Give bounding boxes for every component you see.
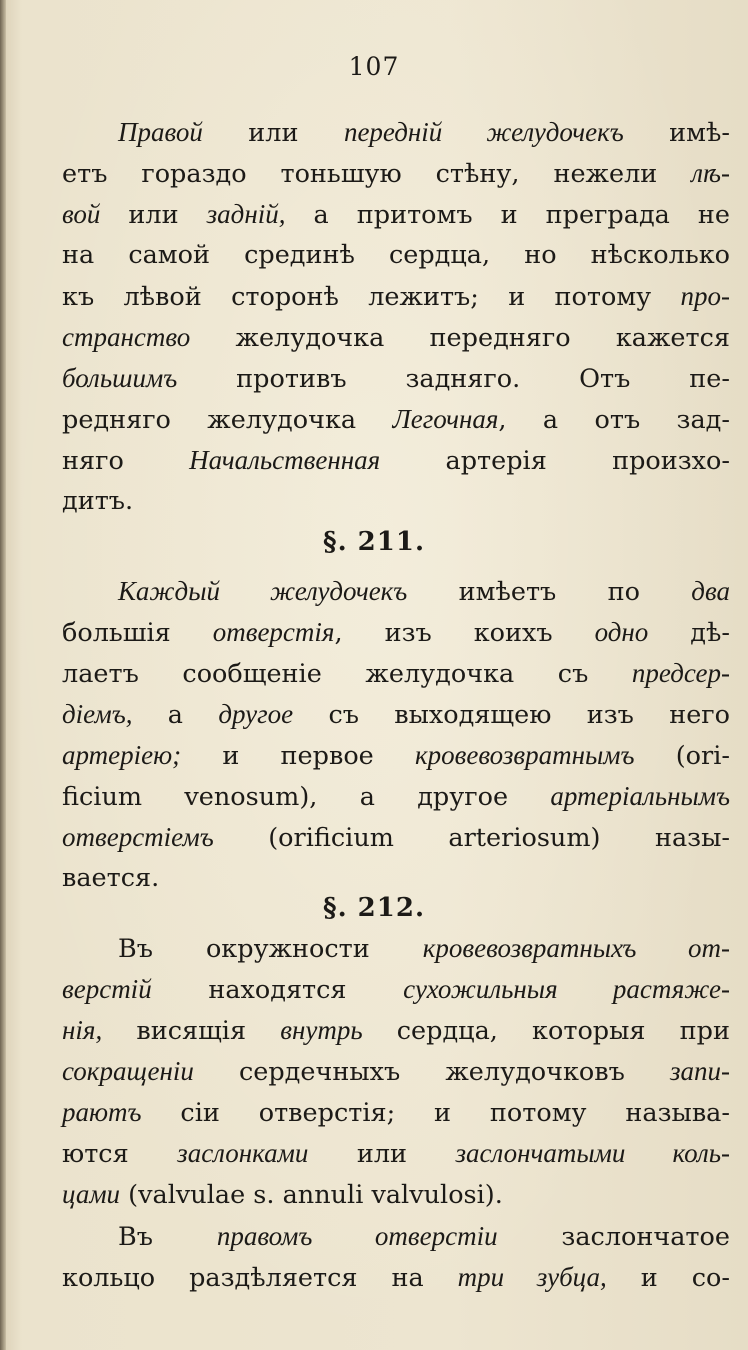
text-line [118,112,730,154]
italic-term: лѣ- [691,158,730,188]
text-run: сердца, которыя при [362,1016,730,1046]
italic-term: заслончатыми коль- [455,1138,731,1168]
text-run: или [308,1139,456,1169]
text-run: противъ задняго. Отъ пе- [177,364,730,394]
italic-term: отверстіемъ [62,822,214,852]
italic-term: большимъ [62,363,178,393]
italic-term: раютъ [62,1097,142,1127]
italic-term: другое [218,699,294,729]
text-line [118,571,730,613]
section-heading: §. 211. [322,527,426,557]
text-run: желудочка передняго кажется [190,323,730,353]
text-line [62,653,730,695]
text-run: , а отъ зад- [498,405,730,435]
italic-term: отверстія [212,617,335,647]
italic-term: верстій [62,974,152,1004]
text-run: дитъ. [62,486,134,516]
italic-term: предсер- [631,658,730,688]
text-line [62,817,730,859]
text-run: а [132,700,219,730]
text-line [62,776,730,818]
text-line [118,928,730,970]
text-line [62,1133,730,1175]
text-line [62,399,730,441]
text-run: большія [62,618,213,648]
italic-term: два [691,576,730,606]
page-binding-edge [0,0,6,1350]
italic-term: про- [680,281,730,311]
text-run: находятся [151,975,404,1005]
text-run: висящія [102,1016,281,1046]
italic-term: цами [62,1179,121,1209]
italic-term: кровевозвратныхъ от- [422,933,730,963]
italic-term: нія, [62,1015,103,1045]
text-line [62,1174,730,1216]
text-line [62,1051,730,1093]
text-run: (ori- [634,741,730,771]
text-run: съ выходящею изъ него [293,700,730,730]
text-run: или [100,200,207,230]
text-line [118,1216,730,1258]
text-run: лаетъ сообщеніе желудочка съ [62,659,632,689]
text-run: сіи отверстія; и потому называ- [141,1098,730,1128]
text-line [62,612,730,654]
text-line [62,735,730,777]
italic-term: внутрь [280,1015,363,1045]
text-line [62,317,730,359]
text-run: имѣетъ по [407,577,692,607]
text-run: (orificium arteriosum) назы- [213,823,730,853]
text-line [62,358,730,400]
italic-term: артеріею; [62,740,182,770]
text-run: и со- [606,1263,730,1293]
text-line [62,194,730,236]
italic-term: артеріальнымъ [550,781,730,811]
text-run: имѣ- [623,118,730,148]
text-run: и первое [181,741,415,771]
text-run: редняго желудочка [62,405,393,435]
italic-term: сокращеніи [62,1056,194,1086]
text-run: , изъ коихъ [334,618,595,648]
text-run: на самой срединѣ сердца, но нѣсколько [62,240,730,270]
italic-term: задній, [206,199,286,229]
text-run: дѣ- [648,618,730,648]
italic-term: правомъ отверстіи [216,1221,498,1251]
text-line [62,481,730,522]
text-run: Въ [118,1222,217,1252]
italic-term: Легочная [392,404,499,434]
text-line [62,440,730,482]
text-run: сердечныхъ желудочковъ [193,1057,670,1087]
text-run: артерія произхо- [380,446,730,476]
text-line [62,1010,730,1052]
italic-term: Правой [118,117,203,147]
text-run: кольцо раздѣляется на [62,1263,458,1293]
italic-term: діемъ, [62,699,133,729]
italic-term: кровевозвратнымъ [414,740,635,770]
italic-term: заслонками [177,1138,309,1168]
italic-term: одно [594,617,649,647]
section-heading: §. 212. [322,893,426,923]
text-run: вается. [62,863,160,893]
text-line [62,153,730,195]
text-line [62,1092,730,1134]
text-run: няго [62,446,190,476]
text-run: ficium venosum), а другое [62,782,551,812]
italic-term: передній желудочекъ [343,117,624,147]
text-run: (valvulae s. annuli valvulosi). [120,1180,503,1210]
italic-term: вой [62,199,101,229]
text-run: а притомъ и преграда не [285,200,730,230]
text-line [62,694,730,736]
italic-term: сухожильныя растяже- [403,974,730,1004]
italic-term: странство [62,322,191,352]
text-run: етъ гораздо тоньшую стѣну, нежели [62,159,692,189]
text-line [62,1257,730,1299]
text-line [62,235,730,276]
italic-term: Каждый желудочекъ [118,576,408,606]
text-run: къ лѣвой сторонѣ лежитъ; и потому [62,282,681,312]
italic-term: запи- [669,1056,730,1086]
italic-term: Начальственная [189,445,381,475]
text-line [62,969,730,1011]
text-run: заслончатое [497,1222,730,1252]
text-run: Въ окружности [118,934,423,964]
page-number: 107 [348,52,400,81]
italic-term: три зубца, [457,1262,607,1292]
text-run: или [202,118,344,148]
text-line [62,276,730,318]
text-run: ются [62,1139,178,1169]
